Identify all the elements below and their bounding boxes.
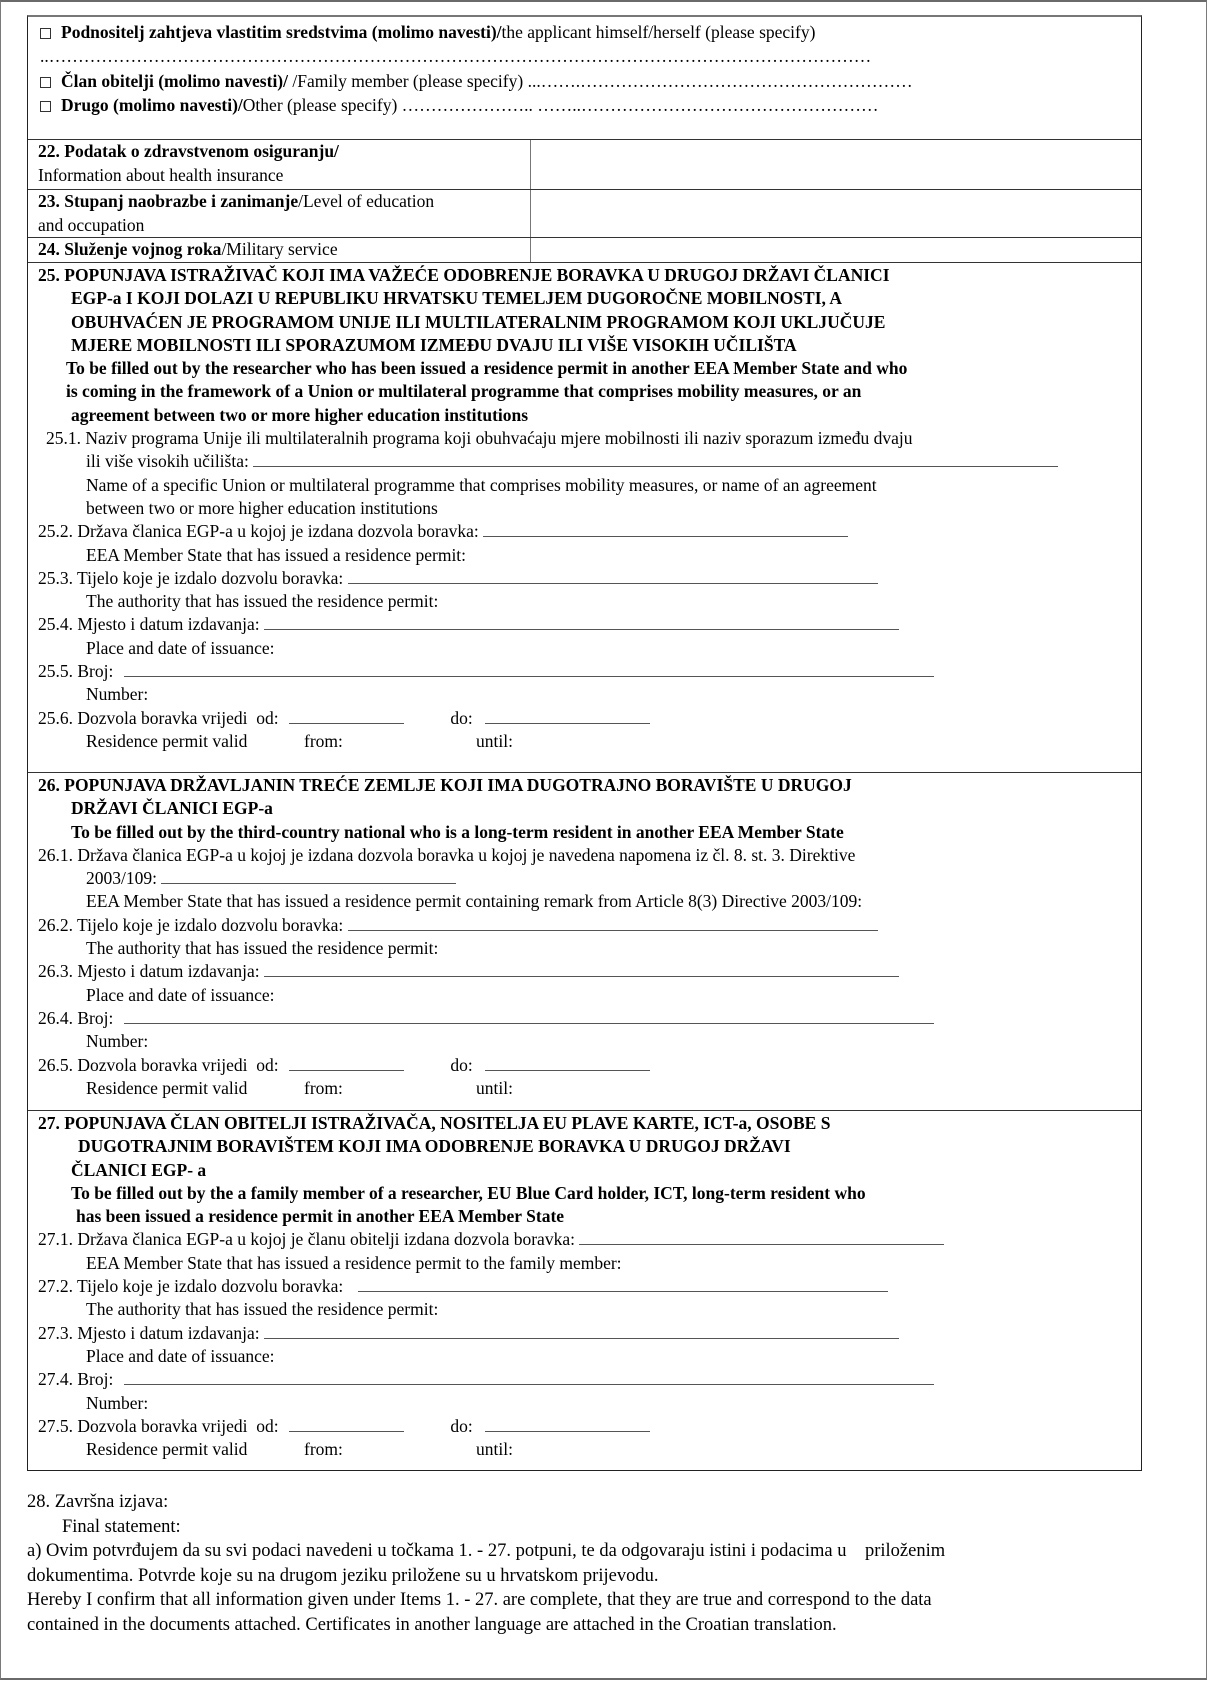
item-25-1-label-cont: ili više visokih učilišta: <box>86 451 249 472</box>
item-26-3-label: 26.3. Mjesto i datum izdavanja: <box>38 961 260 982</box>
option-other-label-hr: Drugo (molimo navesti)/ <box>61 95 243 115</box>
item-27-1-label-en: EEA Member State that has issued a residence permit to the family member: <box>86 1252 622 1273</box>
od-label: od: <box>256 1415 279 1436</box>
do-label: do: <box>450 1054 473 1075</box>
checkbox-icon[interactable] <box>40 28 51 39</box>
item-27-3-label: 27.3. Mjesto i datum izdavanja: <box>38 1322 260 1343</box>
item-25-2-label: 25.2. Država članica EGP-a u kojoj je izdana dozvola boravka: <box>38 521 479 542</box>
item-27-2-label-en: The authority that has issued the residence permit: <box>86 1299 439 1320</box>
valid-until-field[interactable] <box>485 1417 650 1432</box>
item-26-3-label-en: Place and date of issuance: <box>86 984 275 1005</box>
applicant-specify-field[interactable]: ..…………………………………………………………………………………………………………………………… <box>40 46 872 66</box>
item-26-5-label-en: Residence permit valid <box>86 1077 248 1098</box>
item-25-6-label-en: Residence permit valid <box>86 730 248 751</box>
section-27-heading-en: To be filled out by the a family member of a researcher, EU Blue Card holder, ICT, long-term resident who <box>71 1182 866 1203</box>
section-25-heading-line: EGP-a I KOJI DOLAZI U REPUBLIKU HRVATSKU TEMELJEM DUGOROČNE MOBILNOSTI, A <box>71 288 842 309</box>
section-27-heading-line: ČLANICI EGP- a <box>71 1159 207 1180</box>
item-27-1-label: 27.1. Država članica EGP-a u kojoj je članu obitelji izdana dozvola boravka: <box>38 1229 575 1250</box>
section-26-heading-en: To be filled out by the third-country national who is a long-term resident in another EEA Member State <box>71 821 844 842</box>
from-label: from: <box>304 730 343 751</box>
item-26-4-label: 26.4. Broj: <box>38 1007 114 1028</box>
section-25-heading-line: MJERE MOBILNOSTI ILI SPORAZUMOM IZMEĐU DVAJU ILI VIŠE VISOKIH UČILIŠTA <box>71 334 797 355</box>
place-date-field[interactable] <box>264 615 899 630</box>
program-name-field[interactable] <box>253 452 1058 467</box>
checkbox-icon[interactable] <box>40 101 51 112</box>
section-26-long-term-resident <box>28 773 1141 1111</box>
from-label: from: <box>304 1077 343 1098</box>
until-label: until: <box>476 730 513 751</box>
authority-field[interactable] <box>358 1277 888 1292</box>
option-family-label-hr: Član obitelji (molimo navesti)/ <box>61 71 288 91</box>
until-label: until: <box>476 1077 513 1098</box>
military-label-en: /Military service <box>221 239 338 259</box>
health-insurance-field[interactable] <box>531 140 1141 189</box>
item-27-4-label-en: Number: <box>86 1392 149 1413</box>
item-26-2-label-en: The authority that has issued the residence permit: <box>86 938 439 959</box>
option-other-label-en: Other (please specify) ………………….. ……..…………………………………………… <box>242 95 879 115</box>
item-25-5-label-en: Number: <box>86 684 149 705</box>
option-family-member[interactable] <box>28 69 913 93</box>
authority-field[interactable] <box>348 916 878 931</box>
section-26-heading-line: DRŽAVI ČLANICI EGP-a <box>71 798 273 819</box>
item-27-5-label: 27.5. Dozvola boravka vrijedi <box>38 1415 248 1436</box>
item-26-4-label-en: Number: <box>86 1031 149 1052</box>
item-26-2-label: 26.2. Tijelo koje je izdalo dozvolu boravka: <box>38 914 344 935</box>
authority-field[interactable] <box>348 569 878 584</box>
valid-from-field[interactable] <box>289 1417 404 1432</box>
checkbox-icon[interactable] <box>40 77 51 88</box>
item-26-5-label: 26.5. Dozvola boravka vrijedi <box>38 1054 248 1075</box>
final-statement-en-line: contained in the documents attached. Certificates in another language are attached in the Croatian translation. <box>27 1614 837 1635</box>
item-25-4-label-en: Place and date of issuance: <box>86 637 275 658</box>
place-date-field[interactable] <box>264 962 899 977</box>
military-service-label <box>28 238 531 262</box>
education-label-en: /Level of education <box>298 191 435 211</box>
item-27-2-label: 27.2. Tijelo koje je izdalo dozvolu boravka: <box>38 1276 344 1297</box>
section-25-heading-en: agreement between two or more higher education institutions <box>71 404 529 425</box>
final-statement-hr-line: a) Ovim potvrđujem da su svi podaci navedeni u točkama 1. - 27. potpuni, te da odgovaraju istini i podacima u priloženim <box>27 1541 946 1561</box>
item-27-3-label-en: Place and date of issuance: <box>86 1345 275 1366</box>
item-25-3-label: 25.3. Tijelo koje je izdalo dozvolu boravka: <box>38 567 344 588</box>
od-label: od: <box>256 1054 279 1075</box>
final-statement-title: 28. Završna izjava: <box>27 1492 169 1512</box>
section-26-heading-line: 26. POPUNJAVA DRŽAVLJANIN TREĆE ZEMLJE KOJI IMA DUGOTRAJNO BORAVIŠTE U DRUGOJ <box>38 775 852 795</box>
item-25-6-label: 25.6. Dozvola boravka vrijedi <box>38 707 248 728</box>
option-family-label-en: /Family member (please specify) ...…….………………………………………………… <box>288 71 913 91</box>
until-label: until: <box>476 1439 513 1460</box>
valid-until-field[interactable] <box>485 1056 650 1071</box>
section-27-heading-en: has been issued a residence permit in another EEA Member State <box>76 1206 565 1227</box>
item-26-1-label: 26.1. Država članica EGP-a u kojoj je izdana dozvola boravka u kojoj je navedena napomena iz čl. 8. st. 3. Direktive <box>38 844 856 865</box>
health-insurance-row <box>28 140 1141 190</box>
military-label-hr: 24. Služenje vojnog roka <box>38 239 222 259</box>
from-label: from: <box>304 1439 343 1460</box>
military-service-row <box>28 238 1141 263</box>
section-25-heading-en: is coming in the framework of a Union or multilateral programme that comprises mobility measures, or an <box>66 381 862 402</box>
section-25-heading-line: OBUHVAĆEN JE PROGRAMOM UNIJE ILI MULTILATERALNIM PROGRAMOM KOJI UKLJUČUJE <box>71 311 886 332</box>
valid-until-field[interactable] <box>485 709 650 724</box>
final-statement-hr-line: dokumentima. Potvrde koje su na drugom jeziku priložene su u hrvatskom prijevodu. <box>27 1565 659 1586</box>
military-service-field[interactable] <box>531 238 1141 262</box>
valid-from-field[interactable] <box>289 1056 404 1071</box>
item-25-5-label: 25.5. Broj: <box>38 661 114 682</box>
section-25-heading-line: 25. POPUNJAVA ISTRAŽIVAČ KOJI IMA VAŽEĆE ODOBRENJE BORAVKA U DRUGOJ DRŽAVI ČLANICI <box>38 265 890 285</box>
member-state-field[interactable] <box>579 1230 944 1245</box>
option-applicant[interactable] <box>28 20 815 44</box>
means-of-support-section <box>28 17 1141 140</box>
member-state-field[interactable] <box>161 869 456 884</box>
member-state-field[interactable] <box>483 522 848 537</box>
item-25-2-label-en: EEA Member State that has issued a residence permit: <box>86 544 467 565</box>
final-statement-section <box>27 1490 1197 1637</box>
item-27-4-label: 27.4. Broj: <box>38 1369 114 1390</box>
item-25-4-label: 25.4. Mjesto i datum izdavanja: <box>38 614 260 635</box>
final-statement-en-line: Hereby I confirm that all information given under Items 1. - 27. are complete, that they are true and correspond to the data <box>27 1590 932 1610</box>
do-label: do: <box>450 1415 473 1436</box>
number-field[interactable] <box>124 1370 934 1385</box>
health-insurance-label-hr: 22. Podatak o zdravstvenom osiguranju/ <box>38 141 339 161</box>
section-27-heading-line: 27. POPUNJAVA ČLAN OBITELJI ISTRAŽIVAČA, NOSITELJA EU PLAVE KARTE, ICT-a, OSOBE S <box>38 1113 831 1133</box>
item-26-1-label-en: EEA Member State that has issued a residence permit containing remark from Article 8(3) Directive 2003/109: <box>86 891 863 912</box>
health-insurance-label-en: Information about health insurance <box>38 164 284 185</box>
final-statement-title-en: Final statement: <box>62 1516 181 1537</box>
option-applicant-label-en: the applicant himself/herself (please specify) <box>501 22 816 42</box>
item-25-1-label: 25.1. Naziv programa Unije ili multilateralnih programa koji obuhvaćaju mjere mobilnosti ili naziv sporazum između dvaju <box>46 428 913 449</box>
section-25-researcher <box>28 263 1141 773</box>
item-27-5-label-en: Residence permit valid <box>86 1439 248 1460</box>
valid-from-field[interactable] <box>289 709 404 724</box>
section-27-heading-line: DUGOTRAJNIM BORAVIŠTEM KOJI IMA ODOBRENJE BORAVKA U DRUGOJ DRŽAVI <box>78 1136 791 1157</box>
option-other[interactable] <box>28 93 879 117</box>
od-label: od: <box>256 707 279 728</box>
item-25-1-label-en: Name of a specific Union or multilateral programme that comprises mobility measures, or name of an agreement <box>86 474 877 495</box>
education-label-en-cont: and occupation <box>38 214 145 235</box>
do-label: do: <box>450 707 473 728</box>
education-occupation-row <box>28 190 1141 238</box>
place-date-field[interactable] <box>264 1324 899 1339</box>
item-25-1-label-en-cont: between two or more higher education institutions <box>86 497 438 518</box>
education-label-hr: 23. Stupanj naobrazbe i zanimanje <box>38 191 299 211</box>
number-field[interactable] <box>124 1009 934 1024</box>
education-occupation-label <box>28 190 531 237</box>
item-25-3-label-en: The authority that has issued the residence permit: <box>86 591 439 612</box>
section-27-family-member <box>28 1111 1141 1470</box>
section-25-heading-en: To be filled out by the researcher who has been issued a residence permit in another EEA Member State and who <box>66 358 908 379</box>
application-form-table <box>27 15 1142 1471</box>
option-applicant-label-hr: Podnositelj zahtjeva vlastitim sredstvima (molimo navesti)/ <box>61 22 502 42</box>
education-occupation-field[interactable] <box>531 190 1141 237</box>
number-field[interactable] <box>124 662 934 677</box>
health-insurance-label <box>28 140 531 189</box>
item-26-1-label-cont: 2003/109: <box>86 868 157 889</box>
